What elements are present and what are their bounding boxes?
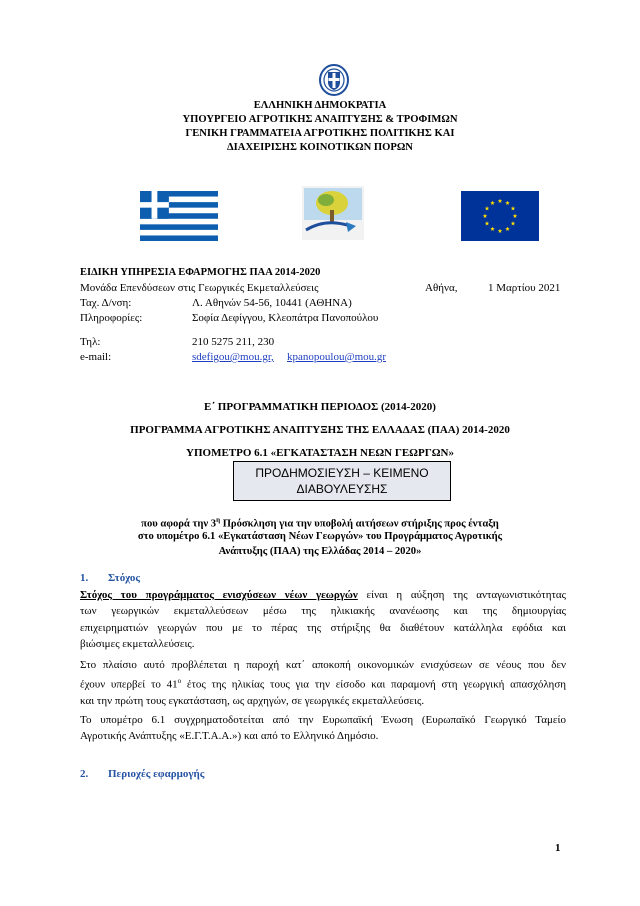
rural-development-logo	[302, 186, 364, 240]
greek-flag	[140, 191, 218, 241]
section-1-number: 1.	[80, 572, 89, 584]
section-1-paragraph-1	[80, 587, 566, 652]
tel-value: 210 5275 211, 230	[192, 336, 275, 348]
consultation-box-line-2: ΔΙΑΒΟΥΛΕΥΣΗΣ	[296, 482, 388, 496]
subject-line-1-pre: που αφορά την 3	[141, 518, 217, 530]
header-line-3: ΓΕΝΙΚΗ ΓΡΑΜΜΑΤΕΙΑ ΑΓΡΟΤΙΚΗΣ ΠΟΛΙΤΙΚΗΣ ΚΑΙ	[185, 128, 455, 139]
paragraph-3-line-2: Αγροτικής Ανάπτυξης «Ε.Γ.Τ.Α.Α.») και από το Ελληνικό Δημόσιο.	[80, 730, 379, 743]
tel-label: Τηλ:	[80, 336, 101, 348]
email-link-1[interactable]: sdefigou@mou.gr,	[192, 351, 274, 363]
info-label: Πληροφορίες:	[80, 312, 143, 324]
header-line-1: ΕΛΛΗΝΙΚΗ ΔΗΜΟΚΡΑΤΙΑ	[253, 100, 387, 111]
email-label: e-mail:	[80, 351, 112, 363]
paragraph-2-line-2	[80, 673, 566, 693]
subject-line-1	[0, 516, 640, 530]
paragraph-1-line-4: βιώσιμες εκμεταλλεύσεις.	[80, 637, 195, 650]
subject-line-1-post: Πρόσκληση για την υποβολή αιτήσεων στήριξης προς ένταξη	[220, 518, 499, 530]
info-value: Σοφία Δεφίγγου, Κλεοπάτρα Πανοπούλου	[192, 312, 379, 324]
paragraph-1-line-1	[80, 587, 566, 603]
subject-line-2: στο υπομέτρο 6.1 «Εγκατάσταση Νέων Γεωργών» του Προγράμματος Αγροτικής	[137, 531, 503, 542]
header-line-4: ΔΙΑΧΕΙΡΙΣΗΣ ΚΟΙΝΟΤΙΚΩΝ ΠΟΡΩΝ	[227, 142, 413, 153]
paragraph-2-line-3: και την πρώτη τους εγκατάσταση, ως αρχηγών, σε γεωργικές εκμεταλλεύσεις.	[80, 695, 425, 708]
email-link-2[interactable]: kpanopoulou@mou.gr	[287, 351, 387, 363]
program-title: ΠΡΟΓΡΑΜΜΑ ΑΓΡΟΤΙΚΗΣ ΑΝΑΠΤΥΞΗΣ ΤΗΣ ΕΛΛΑΔΑΣ (ΠΑΑ) 2014-2020	[130, 424, 510, 436]
paragraph-1-bold: Στόχος του προγράμματος ενισχύσεων νέων γεωργών	[80, 589, 358, 601]
document-date: 1 Μαρτίου 2021	[488, 282, 561, 294]
header-line-2: ΥΠΟΥΡΓΕΙΟ ΑΓΡΟΤΙΚΗΣ ΑΝΑΠΤΥΞΗΣ & ΤΡΟΦΙΜΩΝ	[182, 114, 458, 125]
paragraph-1-line-2: των γεωργικών εκμεταλλεύσεων μέσω της ηλικιακής ανανέωσης και της δημιουργίας	[80, 605, 566, 618]
page-number: 1	[555, 842, 561, 854]
eu-flag	[461, 191, 539, 241]
service-name: ΕΙΔΙΚΗ ΥΠΗΡΕΣΙΑ ΕΦΑΡΜΟΓΗΣ ΠΑΑ 2014-2020	[80, 267, 321, 278]
address-label: Ταχ. Δ/νση:	[80, 297, 132, 309]
paragraph-2-line-1: Στο πλαίσιο αυτό προβλέπεται η παροχή κατ΄ αποκοπή οικονομικών ενισχύσεων σε νέους που δεν	[80, 659, 566, 671]
address-value: Λ. Αθηνών 54-56, 10441 (ΑΘΗΝΑ)	[192, 297, 352, 309]
paragraph-1-line-3: επιχειρηματιών γεωργών που με το πέρας της στήριξης θα διαθέτουν κατάλληλα εφόδια και	[80, 621, 566, 634]
paragraph-2-line-2-post: έτος της ηλικίας τους για την είσοδο και παραμονή στη γεωργική απασχόληση	[181, 678, 566, 691]
section-2-number: 2.	[80, 768, 89, 780]
submeasure-title: ΥΠΟΜΕΤΡΟ 6.1 «ΕΓΚΑΤΑΣΤΑΣΗ ΝΕΩΝ ΓΕΩΡΓΩΝ»	[186, 447, 454, 459]
subject-line-3: Ανάπτυξης (ΠΑΑ) της Ελλάδας 2014 – 2020»	[218, 546, 422, 557]
section-1-paragraph-3	[80, 712, 566, 745]
section-2-title: Περιοχές εφαρμογής	[108, 768, 205, 780]
paragraph-2-line-2-sup: ο	[177, 677, 182, 686]
paragraph-3-line-1: Το υπομέτρο 6.1 συγχρηματοδοτείται από την Ευρωπαϊκή Ένωση (Ευρωπαϊκό Γεωργικό Ταμείο	[80, 714, 566, 726]
place-city: Αθήνα,	[425, 282, 458, 294]
consultation-box	[233, 461, 451, 501]
section-1-title: Στόχος	[108, 572, 141, 584]
subject-line-1-sup: η	[216, 516, 221, 524]
section-1-paragraph-2	[80, 657, 566, 710]
unit-name: Μονάδα Επενδύσεων στις Γεωργικές Εκμεταλλεύσεις	[80, 282, 319, 294]
paragraph-2-line-2-pre: έχουν υπερβεί το 41	[80, 678, 178, 691]
paragraph-1-line-1-rest: είναι η αύξηση της ανταγωνιστικότητας	[357, 589, 566, 601]
greek-state-emblem	[319, 64, 349, 96]
consultation-box-line-1: ΠΡΟΔΗΜΟΣΙΕΥΣΗ – ΚΕΙΜΕΝΟ	[255, 466, 429, 480]
period-title: Ε΄ ΠΡΟΓΡΑΜΜΑΤΙΚΗ ΠΕΡΙΟΔΟΣ (2014-2020)	[204, 401, 436, 413]
